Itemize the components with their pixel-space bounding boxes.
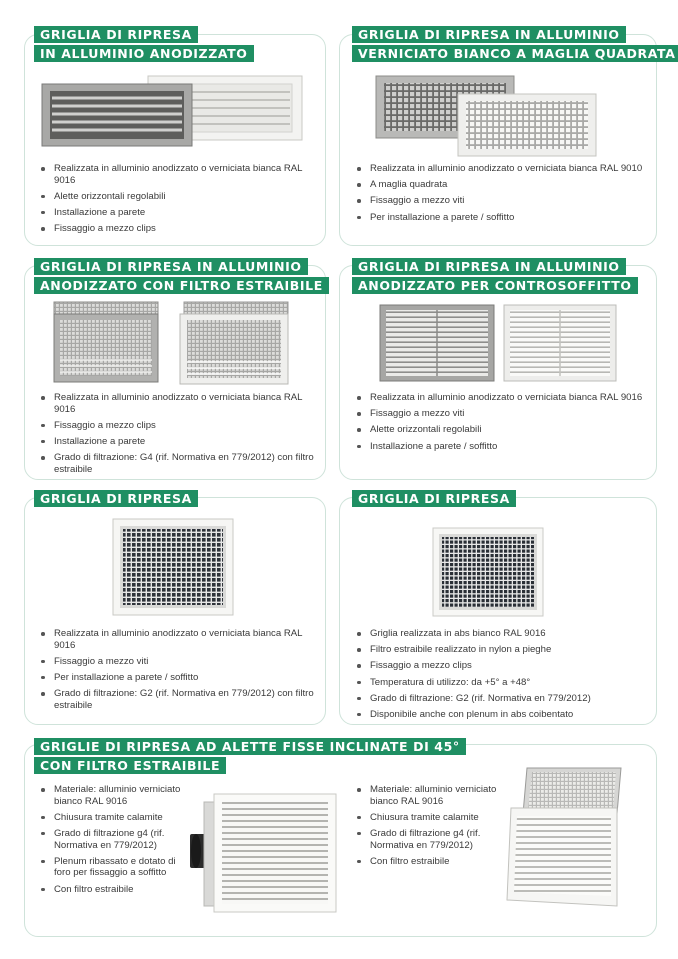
feature-item: Griglia realizzata in abs bianco RAL 9016 bbox=[356, 628, 652, 640]
feature-item: Fissaggio a mezzo clips bbox=[356, 660, 652, 672]
feature-item: Grado di filtrazione g4 (rif. Normativa en 779/2012) bbox=[40, 828, 192, 851]
panel-4-features bbox=[356, 392, 650, 457]
feature-item: Fissaggio a mezzo clips bbox=[40, 223, 316, 235]
feature-item: Fissaggio a mezzo viti bbox=[40, 656, 316, 668]
mesh-return-grille-image bbox=[112, 518, 234, 616]
panel-1-title bbox=[34, 26, 254, 62]
feature-item: Per installazione a parete / soffitto bbox=[40, 672, 316, 684]
feature-item: Grado di filtrazione: G2 (rif. Normativa en 779/2012) bbox=[356, 693, 652, 705]
feature-item: Grado di filtrazione: G2 (rif. Normativa en 779/2012) con filtro estraibile bbox=[40, 688, 316, 711]
ceiling-grille-image bbox=[378, 303, 618, 383]
title-line: ANODIZZATO CON FILTRO ESTRAIBILE bbox=[34, 277, 329, 294]
title-line: IN ALLUMINIO ANODIZZATO bbox=[34, 45, 254, 62]
abs-return-grille-image bbox=[432, 527, 544, 617]
title-line: GRIGLIE DI RIPRESA AD ALETTE FISSE INCLINATE DI 45° bbox=[34, 738, 466, 755]
feature-item: Con filtro estraibile bbox=[40, 884, 192, 896]
feature-item: Disponibile anche con plenum in abs coibentato bbox=[356, 709, 652, 721]
feature-item: Grado di filtrazione: G4 (rif. Normativa en 779/2012) con filtro estraibile bbox=[40, 452, 320, 475]
feature-item: Fissaggio a mezzo viti bbox=[356, 408, 650, 420]
panel-4-title bbox=[352, 258, 638, 294]
feature-item: Installazione a parete / soffitto bbox=[356, 441, 650, 453]
panel-5-features bbox=[40, 628, 316, 716]
anodized-linear-grille-image bbox=[40, 74, 306, 154]
plenum-grille-image bbox=[190, 792, 338, 916]
panel-6-features bbox=[356, 628, 652, 725]
open-filter-grille-image bbox=[505, 766, 623, 910]
square-mesh-grille-image bbox=[374, 74, 600, 160]
panel-7-title bbox=[34, 738, 466, 774]
feature-item: Alette orizzontali regolabili bbox=[356, 424, 650, 436]
panel-3-features bbox=[40, 392, 320, 480]
feature-item: Realizzata in alluminio anodizzato o verniciata bianca RAL 9016 bbox=[40, 628, 316, 651]
feature-item: Grado di filtrazione g4 (rif. Normativa en 779/2012) bbox=[356, 828, 504, 851]
feature-item: Installazione a parete bbox=[40, 436, 320, 448]
filter-grille-image bbox=[52, 300, 292, 386]
panel-2-features bbox=[356, 163, 648, 228]
feature-item: Realizzata in alluminio anodizzato o verniciata bianca RAL 9016 bbox=[40, 163, 316, 186]
panel-3-title bbox=[34, 258, 329, 294]
title-line: GRIGLIA DI RIPRESA IN ALLUMINIO bbox=[352, 258, 626, 275]
panel-6-title bbox=[352, 490, 516, 507]
feature-item: Alette orizzontali regolabili bbox=[40, 191, 316, 203]
feature-item: Chiusura tramite calamite bbox=[40, 812, 192, 824]
feature-item: Realizzata in alluminio anodizzato o verniciata bianca RAL 9010 bbox=[356, 163, 648, 175]
title-line: GRIGLIA DI RIPRESA bbox=[34, 26, 198, 43]
feature-item: Con filtro estraibile bbox=[356, 856, 504, 868]
feature-item: Installazione a parete bbox=[40, 207, 316, 219]
panel-1-features bbox=[40, 163, 316, 239]
feature-item: Plenum ribassato e dotato di foro per fissaggio a soffitto bbox=[40, 856, 192, 879]
feature-item: Fissaggio a mezzo clips bbox=[40, 420, 320, 432]
title-line: CON FILTRO ESTRAIBILE bbox=[34, 757, 226, 774]
title-line: GRIGLIA DI RIPRESA bbox=[34, 490, 198, 507]
feature-item: Filtro estraibile realizzato in nylon a pieghe bbox=[356, 644, 652, 656]
feature-item: Fissaggio a mezzo viti bbox=[356, 195, 648, 207]
feature-item: Materiale: alluminio verniciato bianco RAL 9016 bbox=[356, 784, 504, 807]
panel-2-title bbox=[352, 26, 678, 62]
feature-item: Chiusura tramite calamite bbox=[356, 812, 504, 824]
panel-8-features bbox=[356, 784, 504, 872]
title-line: ANODIZZATO PER CONTROSOFFITTO bbox=[352, 277, 638, 294]
title-line: GRIGLIA DI RIPRESA IN ALLUMINIO bbox=[352, 26, 626, 43]
panel-7-features-left bbox=[40, 784, 192, 900]
title-line: VERNICIATO BIANCO A MAGLIA QUADRATA bbox=[352, 45, 678, 62]
title-line: GRIGLIA DI RIPRESA IN ALLUMINIO bbox=[34, 258, 308, 275]
feature-item: Per installazione a parete / soffitto bbox=[356, 212, 648, 224]
feature-item: A maglia quadrata bbox=[356, 179, 648, 191]
feature-item: Realizzata in alluminio anodizzato o verniciata bianca RAL 9016 bbox=[40, 392, 320, 415]
title-line: GRIGLIA DI RIPRESA bbox=[352, 490, 516, 507]
panel-5-title bbox=[34, 490, 198, 507]
feature-item: Materiale: alluminio verniciato bianco RAL 9016 bbox=[40, 784, 192, 807]
feature-item: Temperatura di utilizzo: da +5° a +48° bbox=[356, 677, 652, 689]
feature-item: Realizzata in alluminio anodizzato o verniciata bianca RAL 9016 bbox=[356, 392, 650, 404]
